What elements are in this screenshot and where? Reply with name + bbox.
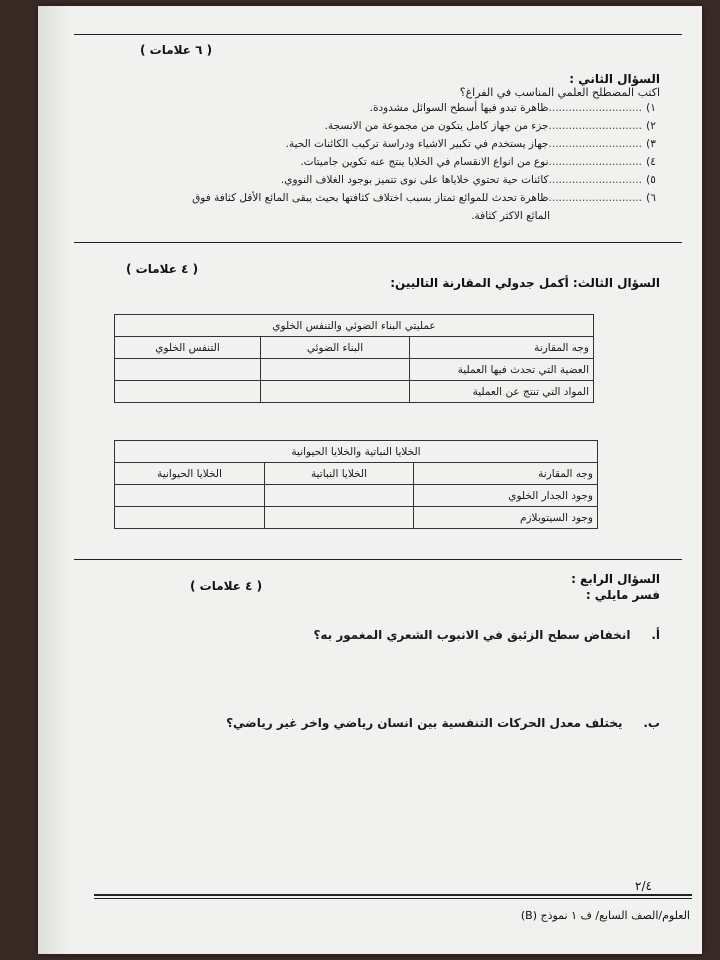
table1-cell-blank[interactable] bbox=[261, 359, 410, 381]
table1-row-organelle: العضية التي تحدث فيها العملية bbox=[410, 359, 594, 381]
table2-header-aspect: وجه المقارنة bbox=[414, 463, 598, 485]
table1-cell-blank[interactable] bbox=[115, 359, 261, 381]
table2-caption: الخلايا النباتية والخلايا الحيوانية bbox=[115, 441, 598, 463]
q2-item-4: ٤) ............................ نوع من انواع الانقسام في الخلايا ينتج عنه تكوين جاميتات. bbox=[300, 156, 656, 168]
footer-divider-top bbox=[94, 894, 692, 896]
q2-instruction: اكتب المصطلح العلمي المناسب في الفراغ؟ bbox=[459, 86, 660, 99]
q2-item-1: ١) ............................ ظاهرة تبدو فيها أسطح السوائل مشدودة. bbox=[369, 102, 656, 114]
table1-row-products: المواد التي تنتج عن العملية bbox=[410, 381, 594, 403]
exam-sheet bbox=[38, 6, 702, 954]
table1-caption: عمليتي البناء الضوئي والتنفس الخلوي bbox=[115, 315, 594, 337]
q2-title: السؤال الثاني : bbox=[569, 72, 660, 86]
q2-item-6-continuation: المائع الاكثر كثافة. bbox=[471, 210, 550, 222]
q4-part-a-text: انخفاض سطح الزئبق في الانبوب الشعري المغمور به؟ bbox=[313, 628, 631, 642]
top-divider bbox=[74, 34, 682, 35]
table2-cell-blank[interactable] bbox=[115, 485, 265, 507]
q2-item-3: ٣) ............................ جهاز يستخدم في تكبير الاشياء ودراسة تركيب الكائنات الحية. bbox=[285, 138, 656, 150]
q2-items bbox=[100, 102, 660, 228]
q3-title: السؤال الثالث: أكمل جدولي المقارنة التاليين: bbox=[390, 276, 660, 290]
table1-cell-blank[interactable] bbox=[261, 381, 410, 403]
comparison-table-1 bbox=[114, 314, 594, 403]
table2-cell-blank[interactable] bbox=[265, 507, 414, 529]
q4-part-b bbox=[226, 716, 660, 730]
table1-header-respiration: التنفس الخلوي bbox=[115, 337, 261, 359]
q4-part-a bbox=[313, 628, 660, 642]
q3-marks: ( ٤ علامات ) bbox=[126, 262, 199, 276]
q4-part-b-text: يختلف معدل الحركات التنفسية بين انسان رياضي واخر غير رياضي؟ bbox=[226, 716, 623, 730]
table1-header-aspect: وجه المقارنة bbox=[410, 337, 594, 359]
table2-cell-blank[interactable] bbox=[265, 485, 414, 507]
q4-subtitle: فسر مايلي : bbox=[585, 588, 660, 602]
table2-header-plant-cells: الخلايا النباتية bbox=[265, 463, 414, 485]
table1-header-photosynthesis: البناء الضوئي bbox=[261, 337, 410, 359]
q3-divider bbox=[74, 559, 682, 560]
q4-part-a-label: أ. bbox=[651, 628, 660, 642]
table1-cell-blank[interactable] bbox=[115, 381, 261, 403]
comparison-table-2 bbox=[114, 440, 598, 529]
table2-row-cell-wall: وجود الجدار الخلوي bbox=[414, 485, 598, 507]
q4-marks: ( ٤ علامات ) bbox=[190, 579, 263, 593]
q2-marks: ( ٦ علامات ) bbox=[140, 43, 213, 57]
table2-row-cytoplasm: وجود السيتوبلازم bbox=[414, 507, 598, 529]
page-number: ٢/٤ bbox=[635, 879, 652, 893]
q2-item-6: ٦) ............................ ظاهرة تحدث للموائع تمتاز بسبب اختلاف كثافتها بحيث يبقى المائع الأقل كثافة فوق bbox=[192, 192, 656, 204]
q2-divider bbox=[74, 242, 682, 243]
page-edge-shadow bbox=[38, 6, 68, 954]
q4-title: السؤال الرابع : bbox=[571, 572, 660, 586]
q4-part-b-label: ب. bbox=[643, 716, 660, 730]
table2-header-animal-cells: الخلايا الحيوانية bbox=[115, 463, 265, 485]
q2-item-5: ٥) ............................ كائنات حية تحتوي خلاياها على نوى تتميز بوجود الغلاف النووي. bbox=[280, 174, 656, 186]
q2-item-2: ٢) ............................ جزء من جهاز كامل يتكون من مجموعة من الانسجة. bbox=[324, 120, 656, 132]
footer-label: العلوم/الصف السابع/ ف ١ نموذج (B) bbox=[520, 909, 690, 922]
footer-divider-bottom bbox=[94, 898, 692, 899]
table2-cell-blank[interactable] bbox=[115, 507, 265, 529]
